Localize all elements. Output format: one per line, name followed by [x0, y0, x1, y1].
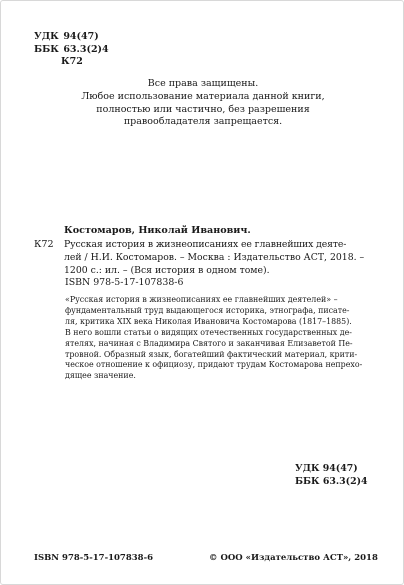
rights-line: Любое использование материала данной книги,: [81, 90, 325, 102]
bib-author-mark: К72: [34, 239, 54, 250]
annotation: [65, 295, 381, 382]
udk-label: УДК: [34, 31, 59, 42]
bbk-label: ББК: [34, 43, 59, 55]
annotation-line: дящее значение.: [65, 371, 136, 381]
bib-title-line: Русская история в жизнеописаниях ее главнейших деяте-: [64, 239, 347, 250]
classification-codes: [34, 31, 109, 69]
rights-notice: [61, 78, 345, 129]
rights-line: правообладателя запрещается.: [123, 116, 283, 128]
annotation-line: ятелях, начиная с Владимира Святого и заканчивая Елизаветой Пе-: [65, 338, 353, 348]
udk-value: 94(47): [63, 31, 99, 42]
annotation-line: ческое отношение к официозу, придают трудам Костомарова непрехо-: [65, 360, 363, 370]
footer-copyright: © ООО «Издательство АСТ», 2018: [209, 553, 378, 563]
rights-line: полностью или частично, без разрешения: [96, 103, 310, 115]
annotation-line: тровной. Образный язык, богатейший фактический материал, крити-: [65, 349, 358, 359]
bbk-value: 63.3(2)4: [63, 43, 109, 55]
author-mark: К72: [61, 56, 83, 67]
bbk-bottom: ББК 63.3(2)4: [295, 475, 368, 487]
classification-codes-bottom: [295, 463, 368, 488]
udk-row: [34, 31, 109, 44]
bbk-row: [34, 44, 109, 57]
bib-title: [64, 239, 382, 277]
bib-title-line: лей / Н.И. Костомаров. – Москва : Издательство АСТ, 2018. –: [64, 251, 365, 263]
udk-bottom: УДК 94(47): [295, 463, 358, 474]
annotation-line: В него вошли статьи о видящих отечественных государственных де-: [65, 327, 352, 337]
rights-line: Все права защищены.: [147, 78, 259, 89]
footer-isbn: ISBN 978-5-17-107838-6: [34, 553, 154, 563]
isbn: ISBN 978-5-17-107838-6: [65, 277, 184, 288]
bib-title-line: 1200 с.: ил. – (Вся история в одном томе).: [64, 264, 270, 276]
author-heading: Костомаров, Николай Иванович.: [64, 225, 251, 236]
annotation-line: фундаментальный труд выдающегося историка, этнографа, писате-: [65, 305, 350, 315]
annotation-line: «Русская история в жизнеописаниях ее главнейших деятелей» –: [65, 295, 338, 304]
annotation-line: ля, критика XIX века Николая Ивановича Костомарова (1817–1885).: [65, 316, 352, 326]
